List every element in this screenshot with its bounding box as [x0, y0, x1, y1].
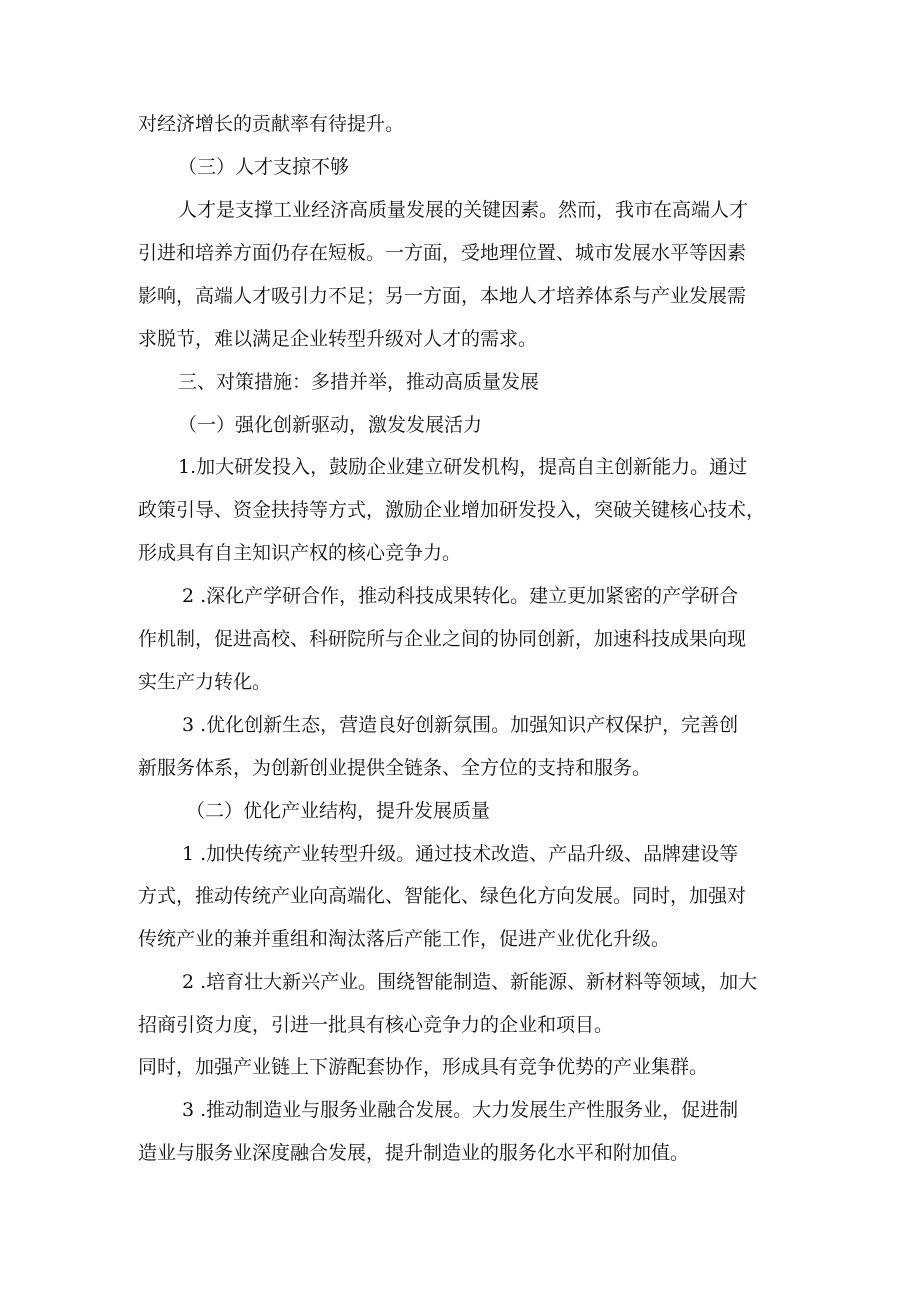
text-line-11: 形成具有自主知识产权的核心竞争力。	[138, 542, 462, 564]
text-line-12: 2 .深化产学研合作，推动科技成果转化。建立更加紧密的产学研合	[182, 585, 739, 607]
subsection-heading-innovation: （一）强化创新驱动，激发发展活力	[178, 414, 483, 436]
text-line-19: 方式，推动传统产业向高端化、智能化、绿色化方向发展。同时，加强对	[138, 885, 747, 907]
text-line-22: 招商引资力度，引进一批具有核心竞争力的企业和项目。	[138, 1014, 614, 1036]
text-line-25: 造业与服务业深度融合发展，提升制造业的服务化水平和附加值。	[138, 1142, 690, 1164]
text-line-16: 新服务体系，为创新创业提供全链条、全方位的支持和服务。	[138, 757, 652, 779]
subsection-heading-industry: （二）优化产业结构，提升发展质量	[186, 800, 491, 822]
text-line-1: 对经济增长的贡献率有待提升。	[138, 113, 405, 135]
text-line-6: 求脱节，难以满足企业转型升级对人才的需求。	[138, 328, 538, 350]
text-line-21: 2 .培育壮大新兴产业。围绕智能制造、新能源、新材料等领域，加大	[182, 971, 758, 993]
text-line-24: 3 .推动制造业与服务业融合发展。大力发展生产性服务业，促进制	[182, 1099, 739, 1121]
text-line-10: 政策引导、资金扶持等方式，激励企业增加研发投入，突破关键核心技术，	[138, 499, 766, 521]
text-line-18: 1 .加快传统产业转型升级。通过技术改造、产品升级、品牌建设等	[182, 843, 739, 865]
text-line-13: 作机制，促进高校、科研院所与企业之间的协同创新，加速科技成果向现	[138, 628, 747, 650]
text-line-9: 1.加大研发投入，鼓励企业建立研发机构，提高自主创新能力。通过	[178, 456, 748, 478]
text-line-14: 实生产力转化。	[138, 671, 272, 693]
section-heading-talent: （三）人才支掠不够	[178, 156, 350, 178]
text-line-23: 同时，加强产业链上下游配套协作，形成具有竞争优势的产业集群。	[138, 1056, 709, 1078]
text-line-5: 影响，高端人才吸引力不足；另一方面，本地人才培养体系与产业发展需	[138, 285, 747, 307]
text-line-20: 传统产业的兼并重组和淘汰落后产能工作，促进产业优化升级。	[138, 928, 671, 950]
text-line-4: 引进和培养方面仍存在短板。一方面，受地理位置、城市发展水平等因素	[138, 242, 747, 264]
text-line-3: 人才是支撑工业经济高质量发展的关键因素。然而，我市在高端人才	[178, 199, 749, 221]
text-line-15: 3 .优化创新生态，营造良好创新氛围。加强知识产权保护，完善创	[182, 714, 739, 736]
section-heading-measures: 三、对策措施：多措并举，推动高质量发展	[178, 371, 540, 393]
